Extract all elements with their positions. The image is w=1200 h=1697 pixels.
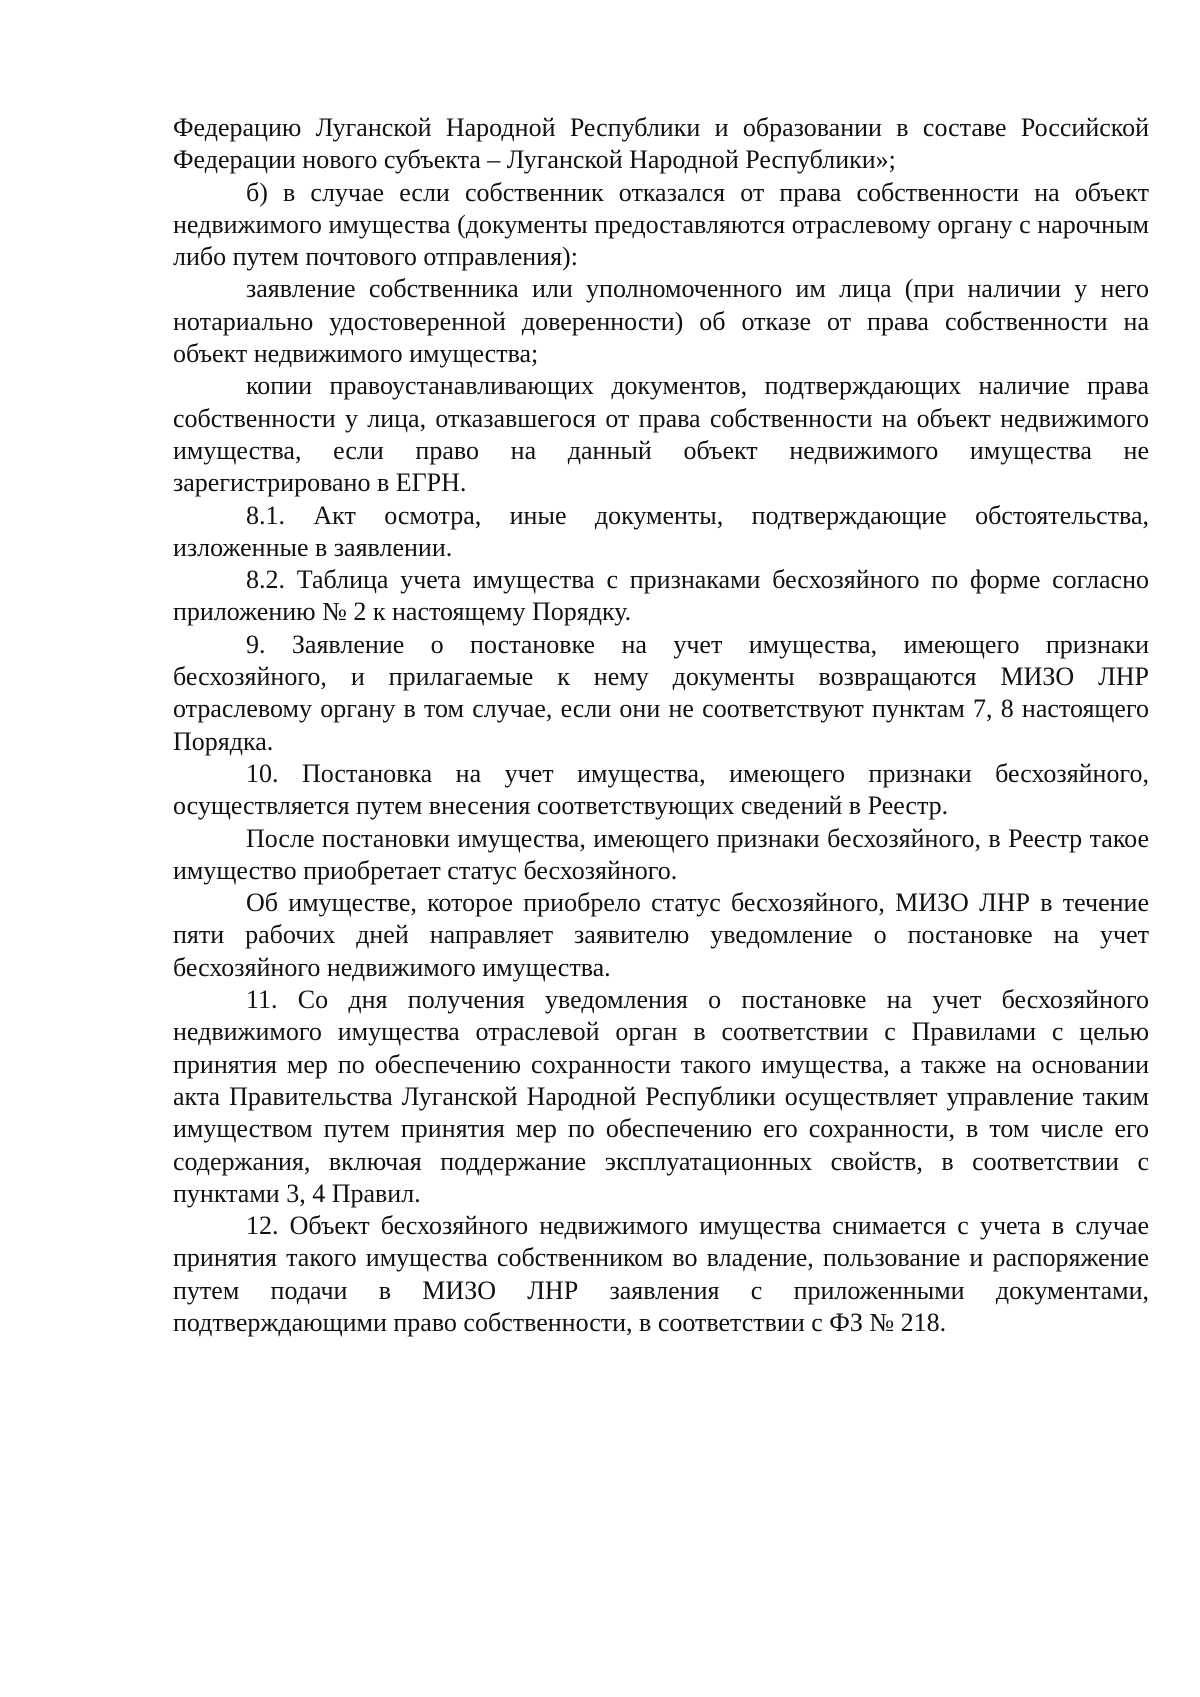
paragraph-8-1: 8.1. Акт осмотра, иные документы, подтверждающие обстоятельства, изложенные в заявлении. xyxy=(173,500,1149,562)
paragraph-8-2: 8.2. Таблица учета имущества с признаками бесхозяйного по форме согласно приложению № 2 к настоящему Порядку. xyxy=(173,565,1149,627)
paragraph-continuation: Федерацию Луганской Народной Республики и образовании в составе Российской Федерации нового субъекта – Луганской Народной Республики»; xyxy=(173,113,1149,175)
paragraph-notification: Об имуществе, которое приобрело статус бесхозяйного, МИЗО ЛНР в течение пяти рабочих дней направляет заявителю уведомление о постановке на учет бесхозяйного недвижимого имущества. xyxy=(173,888,1149,982)
paragraph-item-b: б) в случае если собственник отказался от права собственности на объект недвижимого имущества (документы предоставляются отраслевому органу с нарочным либо путем почтового отправления): xyxy=(173,177,1149,272)
paragraph-11: 11. Со дня получения уведомления о постановке на учет бесхозяйного недвижимого имущества отраслевой орган в соответствии с Правилами с целью принятия мер по обеспечению сохранности такого имущества, а также на основании акта Правительства Луганской Народной Республики осуществляет управление таким имуществом путем принятия мер по обеспечению его сохранности, в том числе его содержания, включая поддержание эксплуатационных свойств, в соответствии с пунктами 3, 4 Правил. xyxy=(173,985,1149,1208)
paragraph-title-documents: копии правоустанавливающих документов, подтверждающих наличие права собственности у лица, отказавшегося от права собственности на объект недвижимого имущества, если право на данный объект недвижимого имущества не зарегистрировано в ЕГРН. xyxy=(173,371,1149,498)
paragraph-owner-statement: заявление собственника или уполномоченного им лица (при наличии у него нотариально удостоверенной доверенности) об отказе от права собственности на объект недвижимого имущества; xyxy=(173,274,1149,369)
paragraph-10: 10. Постановка на учет имущества, имеющего признаки бесхозяйного, осуществляется путем внесения соответствующих сведений в Реестр. xyxy=(173,758,1149,821)
document-body xyxy=(173,112,1149,1339)
paragraph-after-registration: После постановки имущества, имеющего признаки бесхозяйного, в Реестр такое имущество приобретает статус бесхозяйного. xyxy=(173,823,1149,885)
paragraph-9: 9. Заявление о постановке на учет имущества, имеющего признаки бесхозяйного, и прилагаемые к нему документы возвращаются МИЗО ЛНР отраслевому органу в том случае, если они не соответствуют пунктам 7, 8 настоящего Порядка. xyxy=(173,629,1149,756)
paragraph-12: 12. Объект бесхозяйного недвижимого имущества снимается с учета в случае принятия такого имущества собственником во владение, пользование и распоряжение путем подачи в МИЗО ЛНР заявления с приложенными документами, подтверждающими право собственности, в соответствии с ФЗ № 218. xyxy=(173,1211,1149,1337)
